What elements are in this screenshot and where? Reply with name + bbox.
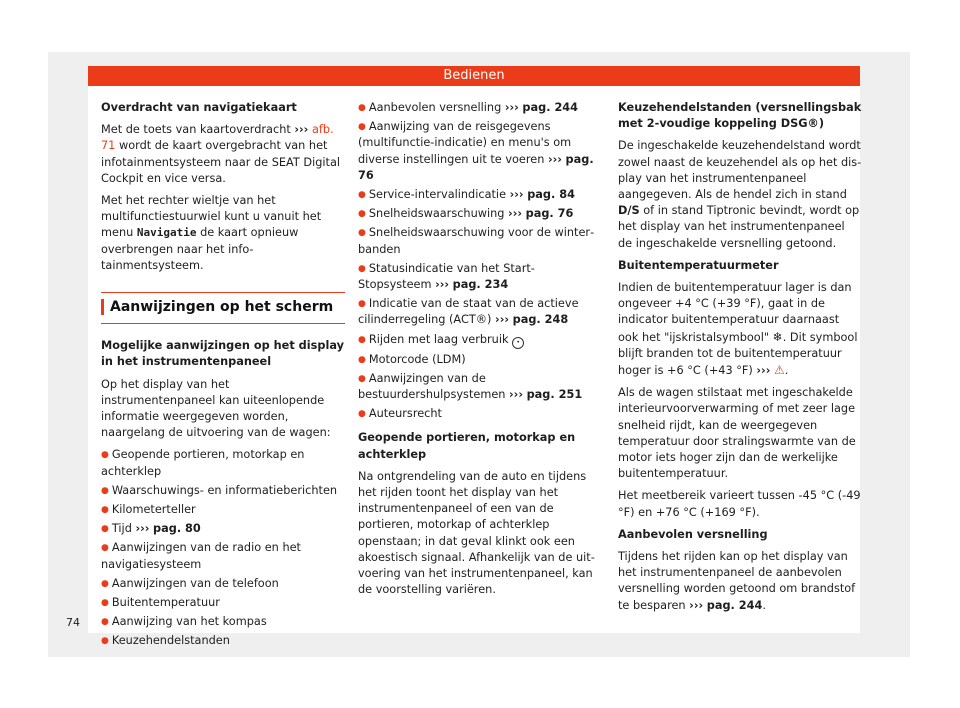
list-item: ● Geopende portieren, motorkap en achterklep	[101, 448, 305, 478]
page-link[interactable]: pag. 248	[512, 313, 569, 327]
bullet-icon: ●	[358, 103, 366, 113]
eco-icon: •	[512, 337, 524, 349]
paragraph: Na ontgrendeling van de auto en tijdens het rijden toont het display van het instrumentenpaneel of een van de portieren, motorkap of achterklep openstaan; in dat geval klinkt ook een akoestisch signaal. Afhankelijk van de uitvoering van het instrumentenpaneel, kan de voorstelling variëren.	[358, 469, 595, 597]
ref-arrow-icon: ›››	[508, 207, 523, 221]
bullet-icon: ●	[358, 373, 366, 384]
ref-arrow-icon: ›››	[756, 364, 771, 378]
page-link[interactable]: pag. 84	[527, 188, 575, 202]
bullet-icon: ●	[358, 228, 366, 239]
list-item: ● Buitentemperatuur	[101, 596, 220, 610]
ref-arrow-icon: ›››	[435, 278, 450, 292]
heading-map-transfer: Overdracht van navigatiekaart	[101, 101, 297, 114]
ref-arrow-icon: ›››	[547, 152, 562, 166]
paragraph: Als de wagen stilstaat met ingeschakelde interieurvoorverwarming of met zeer lage snelheid rijdt, kan de weergegeven temperatuur door stralingswarmte van de motor iets hoger zijn dan de werkelijke buitentemperatuur.	[618, 386, 856, 481]
list-item: ● Waarschuwings- en informatieberichten	[101, 483, 338, 497]
list-item: ● Indicatie van de staat van de actieve cilinderregeling (ACT®) ››› pag. 248	[358, 297, 579, 327]
ref-arrow-icon: ›››	[495, 313, 510, 327]
paragraph: De ingeschakelde keuzehendelstand wordt zowel naast de keuzehendel als op het display van het instrumentenpaneel aangegeven. Als de hendel zich in stand D/S of in stand Tiptronic bevindt, wordt op het display van het instrumentenpaneel de ingeschakelde versnelling getoond.	[618, 139, 862, 250]
column-2	[358, 100, 602, 604]
paragraph: Indien de buitentemperatuur lager is dan ongeveer +4 °C (+39 °F), gaat in de indicator buitentemperatuur daarnaast ook het "ijskristalsymbool" ❄. Dit symbool blijft branden tot de buitentemperatuur hoger is +6 °C (+43 °F) ››› ⚠.	[618, 281, 858, 378]
heading-open-doors: Geopende portieren, motorkap en achterklep	[358, 431, 576, 461]
list-item: ● Motorcode (LDM)	[358, 352, 466, 366]
heading-selector-positions: Keuzehendelstanden (versnellingsbak met 2-voudige koppeling DSG®)	[618, 101, 862, 131]
bullet-icon: ●	[101, 598, 109, 609]
ref-arrow-icon: ›››	[509, 388, 523, 402]
column-3	[618, 100, 862, 620]
page-link[interactable]: pag. 244	[522, 101, 579, 114]
ref-arrow-icon: ›››	[509, 188, 524, 202]
list-item: ● Service-intervalindicatie ››› pag. 84	[358, 188, 575, 202]
gear-position: D/S	[618, 204, 640, 218]
page-number: 74	[66, 616, 80, 629]
list-item: ● Tijd ››› pag. 80	[101, 522, 201, 536]
bullet-icon: ●	[358, 299, 366, 310]
list-item: ● Keuzehendelstanden	[101, 634, 230, 648]
list-item: ● Aanwijzing van het kompas	[101, 615, 267, 629]
list-item: ● Rijden met laag verbruik •	[358, 332, 602, 349]
snowflake-icon: ❄	[772, 329, 783, 344]
bullet-icon: ●	[101, 578, 109, 589]
bullet-icon: ●	[101, 450, 109, 461]
bullet-icon: ●	[358, 334, 366, 345]
paragraph: Tijdens het rijden kan op het display van het instrumentenpaneel de aanbevolen versnelling worden getoond om brandstof te besparen ››› pag. 244.	[618, 550, 856, 612]
chapter-banner: Bedienen	[88, 66, 860, 86]
list-item: ● Auteursrecht	[358, 407, 442, 421]
paragraph: Met het rechter wieltje van het multifunctiestuurwiel kunt u vanuit het menu Navigatie de kaart opnieuw overbrengen naar het infotainmentsysteem.	[101, 194, 322, 272]
section-heading: Aanwijzingen op het scherm	[101, 292, 345, 324]
ref-arrow-icon: ›››	[135, 522, 150, 536]
bullet-icon: ●	[101, 636, 109, 647]
bullet-icon: ●	[358, 354, 366, 365]
paragraph: Het meetbereik varieert tussen -45 °C (-49 °F) en +76 °C (+169 °F).	[618, 489, 861, 519]
ref-arrow-icon: ›››	[504, 101, 519, 114]
paragraph: Met de toets van kaartoverdracht ››› afb. 71 wordt de kaart overgebracht van het infotainmentsysteem naar de SEAT Digital Cockpit en vice versa.	[101, 123, 341, 185]
list-item: ● Snelheidswaarschuwing ››› pag. 76	[358, 207, 574, 221]
bullet-icon: ●	[358, 263, 366, 274]
bullet-icon: ●	[101, 485, 109, 496]
list-item: ● Aanwijzing van de reisgegevens (multifunctie-indicatie) en menu's om diverse instellingen uit te voeren ››› pag. 76	[358, 120, 594, 182]
list-item: ● Aanbevolen versnelling ››› pag. 244	[358, 101, 579, 114]
list-item: ● Aanwijzingen van de telefoon	[101, 576, 279, 590]
page-link[interactable]: pag. 80	[153, 522, 201, 536]
bullet-icon: ●	[101, 617, 109, 628]
list-item: ● Aanwijzingen van de bestuurdershulpsystemen ››› pag. 251	[358, 371, 583, 402]
heading-possible-indications: Mogelijke aanwijzingen op het display in het instrumentenpaneel	[101, 339, 344, 369]
page-link[interactable]: pag. 251	[526, 388, 583, 402]
page-link[interactable]: pag. 76	[358, 152, 594, 182]
bullet-icon: ●	[358, 409, 366, 420]
list-item: ● Statusindicatie van het Start-Stopsysteem ››› pag. 234	[358, 261, 535, 292]
heading-recommended-gear: Aanbevolen versnelling	[618, 527, 768, 541]
warning-icon: ⚠	[773, 363, 785, 378]
page-link[interactable]: pag. 76	[525, 207, 574, 221]
bullet-icon: ●	[358, 122, 366, 133]
column-1	[101, 100, 345, 653]
heading-outside-temperature: Buitentemperatuurmeter	[618, 258, 779, 272]
ref-arrow-icon: ›››	[294, 123, 309, 137]
list-item: ● Snelheidswaarschuwing voor de winterbanden	[358, 226, 595, 256]
bullet-icon: ●	[101, 543, 109, 554]
bullet-icon: ●	[101, 505, 109, 516]
menu-name: Navigatie	[136, 226, 197, 240]
bullet-icon: ●	[101, 524, 109, 535]
list-item: ● Aanwijzingen van de radio en het navigatiesysteem	[101, 541, 301, 571]
ref-arrow-icon: ›››	[689, 598, 704, 612]
paragraph: Op het display van het instrumentenpaneel kan uiteenlopende informatie weergegeven worden, naargelang de uitvoering van de wagen:	[101, 377, 331, 440]
bullet-icon: ●	[358, 190, 366, 201]
bullet-icon: ●	[358, 209, 366, 220]
figure-link[interactable]: afb. 71	[101, 123, 334, 153]
page-link[interactable]: pag. 234	[452, 278, 509, 292]
page-link[interactable]: pag. 244	[706, 598, 763, 612]
list-item: ● Kilometerteller	[101, 503, 196, 517]
